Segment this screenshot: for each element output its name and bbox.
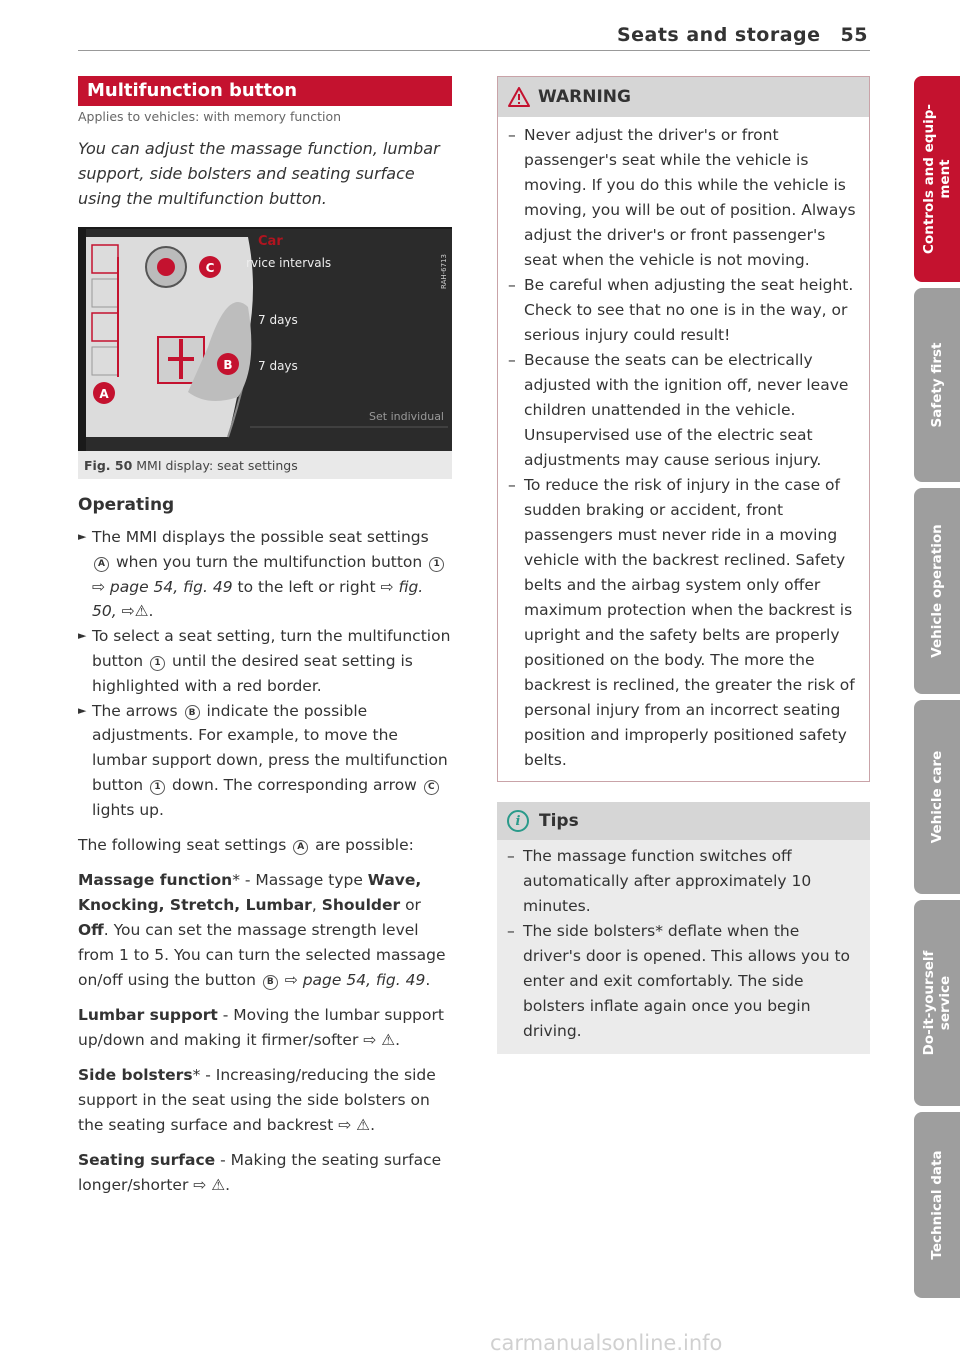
period: . — [148, 602, 154, 621]
side-bolsters — [78, 1063, 452, 1138]
figure-box — [78, 227, 452, 479]
massage-function — [78, 868, 452, 993]
step-2-text-a: To select a seat setting, turn the multifunction button — [92, 627, 451, 670]
surface-label: Seating surface — [78, 1150, 216, 1169]
operating-heading: Operating — [78, 495, 175, 515]
warning-item: – To reduce the risk of injury in the case of sudden braking or accident, front passengers must never ride in a moving vehicle with the backrest reclined. Safety belts and the airbag system only offer maximum protection when the backrest is upright and the safety belts are properly positioned on the body. The more the backrest is reclined, the greater the risk of personal injury from an incorrect seating position and improperly positioned safety belts. — [506, 473, 861, 773]
tips-header — [497, 802, 870, 840]
warning-title: WARNING — [538, 87, 631, 107]
period: . — [225, 1175, 231, 1194]
warning-list — [498, 117, 869, 781]
section-title: Multifunction button — [78, 76, 452, 106]
lumbar-text: - Moving the lumbar support up/down and making it firmer/softer ⇨ — [78, 1005, 444, 1049]
tab-label: Vehicle care — [929, 750, 945, 844]
applies-note: Applies to vehicles: with memory function — [78, 109, 342, 124]
intro-text: You can adjust the massage function, lumbar support, side bolsters and seating surface using the multifunction button. — [78, 139, 440, 208]
figure-label: Fig. 50 — [84, 458, 133, 473]
step-3-text-c: down. The corresponding arrow — [172, 775, 417, 794]
marker-a: A — [99, 387, 109, 401]
page-link[interactable]: ⇨ page 54, fig. 49 — [92, 577, 233, 596]
screen-row-3: 7 days — [258, 359, 298, 373]
page-header — [617, 24, 868, 46]
step-3 — [78, 699, 452, 823]
step-2 — [78, 624, 452, 698]
tips-list — [497, 840, 870, 1054]
warning-icon: ⚠ — [134, 602, 149, 621]
right-column — [497, 76, 870, 1054]
step-3-text-d: lights up. — [92, 800, 164, 819]
massage-text-a: - Massage type — [239, 870, 368, 889]
massage-text-b: . You can set the massage strength level from 1 to 5. You can turn the selected massage on/off using the button — [78, 920, 446, 989]
surface-text: - Making the seating surface longer/shorter ⇨ — [78, 1150, 442, 1194]
massage-types: Wave, Knocking, Stretch, Lumbar — [78, 870, 422, 914]
screen-car: Car — [258, 234, 283, 249]
marker-a-ref: A — [94, 557, 109, 572]
tab-do-it-yourself-service[interactable] — [914, 900, 960, 1106]
screen-footer: Set individual — [369, 410, 444, 423]
figure-link[interactable]: ⇨ fig. 50, ⇨ — [92, 577, 424, 621]
tip-item: – The side bolsters* deflate when the driver's door is opened. This allows you to enter and exit comfortably. The side bolsters inflate again once you begin driving. — [505, 919, 862, 1044]
operating-steps — [78, 525, 452, 823]
step-1-text-c: to the left or right — [237, 577, 376, 596]
tab-controls-and-equipment[interactable] — [914, 76, 960, 282]
left-column — [78, 76, 452, 1198]
warning-item: – Be careful when adjusting the seat height. Check to see that no one is in the way, or serious injury could result! — [506, 273, 861, 348]
tab-label: Safety first — [929, 342, 945, 428]
marker-1-ref: 1 — [150, 780, 165, 795]
figure-caption — [84, 458, 298, 473]
lumbar-label: Lumbar support — [78, 1005, 218, 1024]
step-1-text-a: The MMI displays the possible seat settings — [92, 528, 429, 546]
warning-header — [498, 77, 869, 117]
massage-label: Massage function — [78, 870, 233, 889]
figure-code: RAH-6713 — [440, 254, 448, 289]
step-1 — [78, 525, 452, 624]
following-settings — [78, 833, 452, 858]
tab-vehicle-care[interactable] — [914, 700, 960, 894]
warning-box — [497, 76, 870, 782]
optional-star: * — [192, 1065, 201, 1084]
tip-item: – The massage function switches off automatically after approximately 10 minutes. — [505, 844, 862, 919]
tab-label: Do-it-yourself service — [921, 950, 953, 1056]
period: . — [395, 1030, 401, 1049]
following-text-b: are possible: — [315, 835, 414, 854]
info-icon: i — [507, 810, 529, 832]
warning-triangle-icon — [508, 87, 530, 107]
massage-off: Off — [78, 920, 104, 939]
figure-caption-text: MMI display: seat settings — [136, 458, 298, 473]
header-rule — [78, 50, 870, 51]
following-text-a: The following seat settings — [78, 835, 287, 854]
page-link[interactable]: ⇨ page 54, fig. 49 — [284, 970, 426, 989]
page-number: 55 — [840, 24, 868, 46]
warning-icon: ⚠ — [356, 1115, 371, 1134]
bolsters-label: Side bolsters — [78, 1065, 193, 1084]
step-1-text-b: when you turn the multifunction button — [115, 552, 423, 571]
tab-technical-data[interactable] — [914, 1112, 960, 1298]
marker-b-ref: B — [185, 705, 200, 720]
massage-shoulder: Shoulder — [321, 895, 401, 914]
warning-icon: ⚠ — [211, 1175, 226, 1194]
bolsters-text: - Increasing/reducing the side support in the seat using the side bolsters on the seating surface and backrest ⇨ — [78, 1065, 436, 1134]
tab-label: Technical data — [929, 1150, 945, 1260]
tab-label: Vehicle operation — [929, 524, 945, 658]
watermark: carmanualsonline.info — [490, 1331, 723, 1355]
lumbar-support — [78, 1003, 452, 1053]
comma: , — [311, 895, 322, 914]
tips-title: Tips — [539, 811, 579, 831]
warning-item: – Because the seats can be electrically adjusted with the ignition off, never leave children unattended in the vehicle. Unsupervised use of the electric seat adjustments may cause serious injury. — [506, 348, 861, 473]
or-text: or — [400, 895, 421, 914]
period: . — [370, 1115, 375, 1134]
marker-a-ref: A — [293, 840, 308, 855]
step-3-text-b: indicate the possible adjustments. For example, to move the lumbar support down, press the multifunction button — [92, 701, 448, 794]
warning-item: – Never adjust the driver's or front passenger's seat while the vehicle is moving. If you do this while the vehicle is moving, you will be out of position. Always adjust the driver's or front passenger's seat when the vehicle is not moving. — [506, 123, 861, 273]
tab-label: Controls and equip- ment — [921, 104, 953, 254]
screen-row-1: rvice intervals — [246, 256, 332, 270]
step-2-text-b: until the desired seat setting is highlighted with a red border. — [92, 651, 413, 695]
mmi-seat-settings-figure — [78, 227, 452, 451]
marker-b: B — [223, 358, 233, 372]
optional-star: * — [232, 870, 240, 889]
marker-1-ref: 1 — [150, 656, 165, 671]
screen-row-2: 7 days — [258, 313, 298, 327]
tab-safety-first[interactable] — [914, 288, 960, 482]
marker-c: C — [205, 261, 215, 275]
period: . — [425, 970, 431, 989]
step-3-text-a: The arrows — [92, 701, 178, 720]
marker-1-ref: 1 — [429, 557, 444, 572]
marker-c-ref: C — [424, 780, 439, 795]
seating-surface — [78, 1148, 452, 1198]
marker-b-ref: B — [263, 975, 278, 990]
section-name: Seats and storage — [616, 24, 821, 46]
warning-icon: ⚠ — [381, 1030, 396, 1049]
tab-vehicle-operation[interactable] — [914, 488, 960, 694]
tips-box — [497, 802, 870, 1054]
